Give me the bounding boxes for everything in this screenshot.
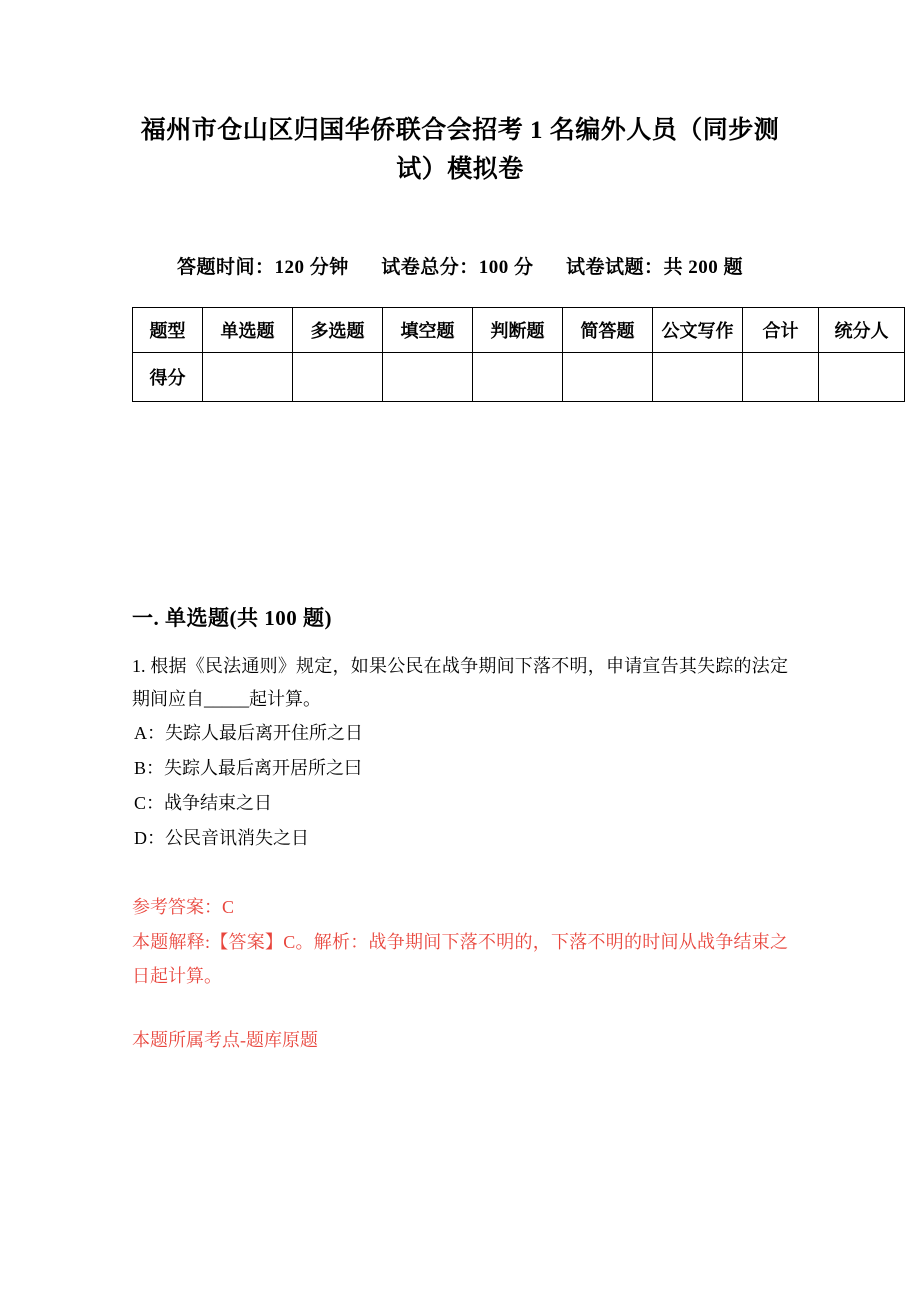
table-row: [133, 307, 905, 352]
option-key-b: B：: [134, 758, 165, 779]
exam-time: 答题时间：120 分钟: [176, 256, 349, 278]
score-table-col-0: 单选题: [203, 307, 293, 352]
score-table-header-label: 题型: [133, 307, 203, 352]
score-table-col-2: 填空题: [383, 307, 473, 352]
score-table-col-5: 公文写作: [653, 307, 743, 352]
option-text-b: 失踪人最后离开居所之曰: [164, 758, 363, 779]
reference-answer: 参考答案：C: [132, 897, 235, 918]
question-option-a: [132, 716, 788, 751]
knowledge-point: 本题所属考点-题库原题: [132, 1030, 318, 1051]
option-key-d: D：: [134, 828, 165, 849]
exam-meta: [132, 252, 788, 279]
option-key-a: A：: [134, 723, 165, 744]
question-number: 1.: [132, 655, 146, 676]
question-option-d: [132, 821, 788, 856]
exam-total-score: 试卷总分：100 分: [381, 256, 534, 278]
question-block: [132, 650, 788, 1058]
score-table-col-6: 合计: [743, 307, 819, 352]
option-text-c: 战争结束之日: [164, 793, 273, 814]
table-row: [133, 352, 905, 401]
page-title: 福州市仓山区归国华侨联合会招考 1 名编外人员（同步测试）模拟卷: [140, 117, 780, 183]
score-table-col-3: 判断题: [473, 307, 563, 352]
score-table-score-label: 得分: [133, 352, 203, 401]
score-cell-5: [653, 352, 743, 401]
option-key-c: C：: [134, 793, 165, 814]
option-text-d: 公民音讯消失之日: [165, 828, 309, 849]
question-option-c: [132, 786, 788, 821]
score-table-col-4: 简答题: [563, 307, 653, 352]
score-cell-3: [473, 352, 563, 401]
exam-question-count: 试卷试题：共 200 题: [566, 256, 744, 278]
score-cell-6: [743, 352, 819, 401]
score-cell-7: [819, 352, 905, 401]
score-cell-4: [563, 352, 653, 401]
score-table-col-7: 统分人: [819, 307, 905, 352]
score-cell-1: [293, 352, 383, 401]
question-text: 根据《民法通则》规定，如果公民在战争期间下落不明，申请宣告其失踪的法定期间应自_____起计算。: [132, 655, 789, 709]
answer-explanation: 本题解释:【答案】C。解析：战争期间下落不明的，下落不明的时间从战争结束之日起计算。: [132, 931, 788, 986]
option-text-a: 失踪人最后离开住所之日: [165, 723, 363, 744]
answer-block: [132, 890, 788, 1057]
section-heading: 一. 单选题(共 100 题): [132, 605, 332, 630]
score-table-col-1: 多选题: [293, 307, 383, 352]
score-cell-0: [203, 352, 293, 401]
question-stem: [132, 650, 788, 717]
score-table: [132, 307, 905, 402]
question-option-b: [132, 751, 788, 786]
score-cell-2: [383, 352, 473, 401]
